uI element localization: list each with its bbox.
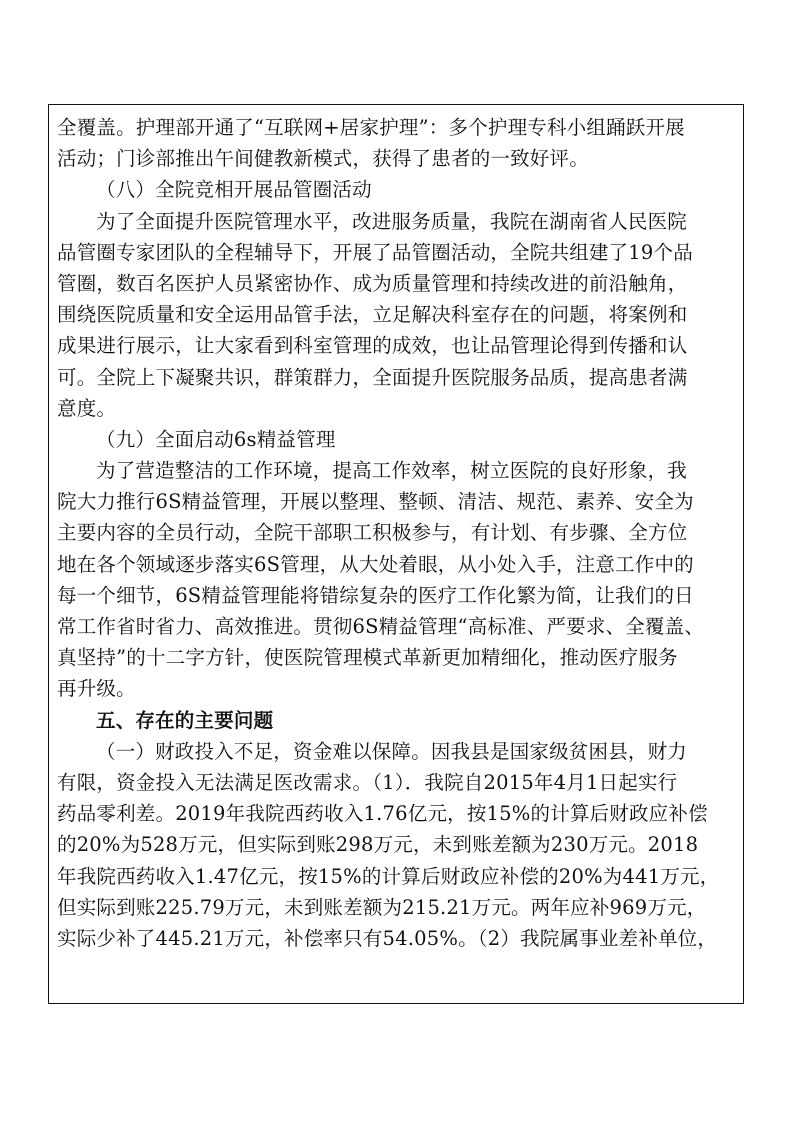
text-line: 管圈，数百名医护人员紧密协作、成为质量管理和持续改进的前沿触角， [57,271,688,295]
text-line: 活动；门诊部推出午间健教新模式，获得了患者的一致好评。 [57,147,589,171]
section-subheading: （九）全面启动6s精益管理 [96,427,336,451]
text-line: 年我院西药收入1.47亿元，按15%的计算后财政应补偿的20%为441万元， [57,864,720,888]
paragraph-start: 为了全面提升医院管理水平，改进服务质量，我院在湖南省人民医院 [96,209,688,233]
section-subheading: （八）全院竞相开展品管圈活动 [96,178,372,202]
text-line: 全覆盖。护理部开通了“互联网+居家护理”：多个护理专科小组踊跃开展 [57,116,685,139]
section-heading: 五、存在的主要问题 [96,708,274,732]
text-line: 每一个细节，6S精益管理能将错综复杂的医疗工作化繁为简，让我们的日 [57,583,694,607]
document-body [57,112,740,954]
text-line: 围绕医院质量和安全运用品管手法，立足解决科室存在的问题，将案例和 [57,303,688,327]
text-line: 有限，资金投入无法满足医改需求。（1）．我院自2015年4月1日起实行 [57,770,678,794]
text-line: 地在各个领域逐步落实6S管理，从大处着眼，从小处入手，注意工作中的 [57,552,694,576]
paragraph-start: 为了营造整洁的工作环境，提高工作效率，树立医院的良好形象，我 [96,459,688,483]
text-line: 意度。 [57,396,117,420]
text-line: 的20%为528万元，但实际到账298万元，未到账差额为230万元。2018 [57,833,699,857]
text-line: 院大力推行6S精益管理，开展以整理、整顿、清洁、规范、素养、安全为 [57,490,694,514]
text-line: 主要内容的全员行动，全院干部职工积极参与，有计划、有步骤、全方位 [57,521,688,545]
paragraph-start: （一）财政投入不足，资金难以保障。因我县是国家级贫困县，财力 [96,739,688,763]
text-line: 常工作省时省力、高效推进。贯彻6S精益管理“高标准、严要求、全覆盖、 [57,615,705,638]
text-line: 实际少补了445.21万元，补偿率只有54.05%。（2）我院属事业差补单位， [57,926,718,950]
text-line: 可。全院上下凝聚共识，群策群力，全面提升医院服务品质，提高患者满 [57,365,688,389]
text-line: 成果进行展示，让大家看到科室管理的成效，也让品管理论得到传播和认 [57,334,688,358]
text-line: 再升级。 [57,677,136,701]
text-line: 真坚持”的十二字方针，使医院管理模式革新更加精细化，推动医疗服务 [57,646,678,670]
text-line: 药品零利差。2019年我院西药收入1.76亿元，按15%的计算后财政应补偿 [57,802,708,826]
text-line: 但实际到账225.79万元，未到账差额为215.21万元。两年应补969万元， [57,895,707,919]
text-line: 品管圈专家团队的全程辅导下，开展了品管圈活动，全院共组建了19个品 [57,240,693,264]
